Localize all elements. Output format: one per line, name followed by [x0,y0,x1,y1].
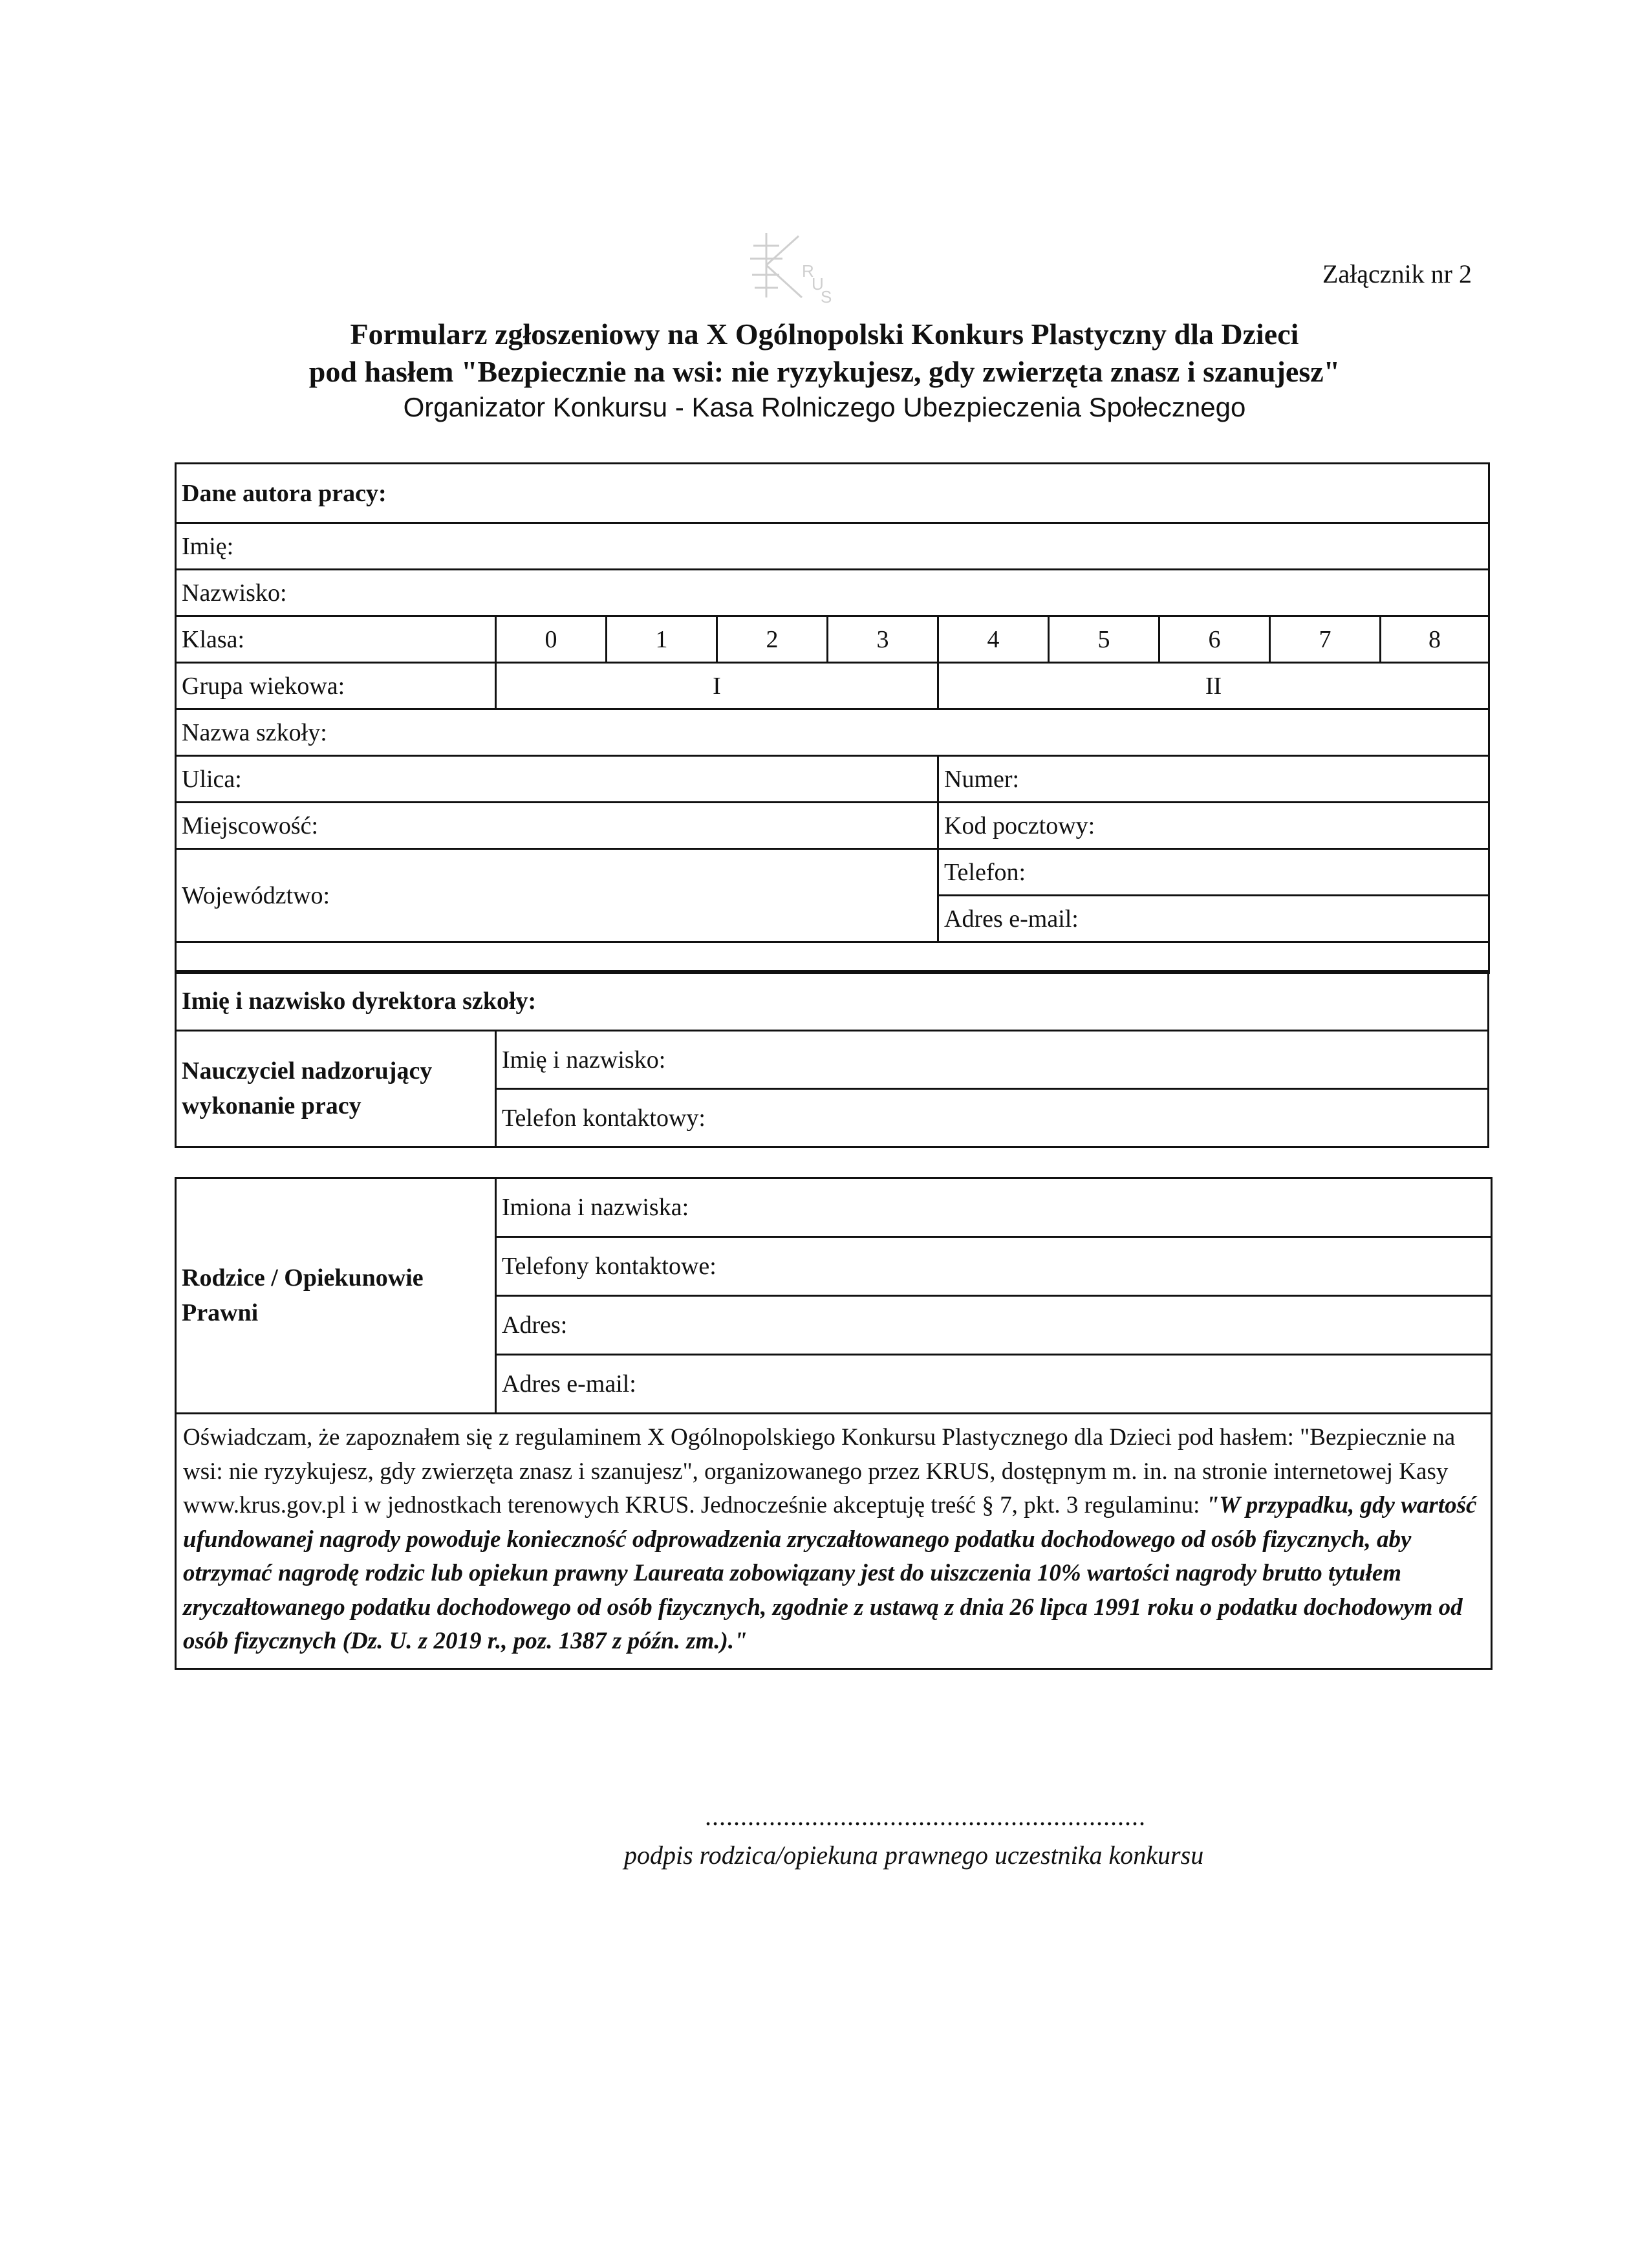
city-field[interactable]: Miejscowość: [176,803,938,849]
declaration-text [176,1414,1492,1669]
organizer-line: Organizator Konkursu - Kasa Rolniczego Ubezpieczenia Społecznego [403,392,1246,422]
annex-number: Załącznik nr 2 [1322,259,1472,288]
first-name-field[interactable]: Imię: [176,523,1489,570]
parents-table [175,1177,1493,1670]
email-field[interactable]: Adres e-mail: [938,896,1489,942]
class-option-1[interactable]: 1 [607,616,717,663]
parents-phones-field[interactable]: Telefony kontaktowe: [496,1237,1492,1296]
parents-label: Rodzice / Opiekunowie Prawni [176,1178,496,1414]
age-group-label: Grupa wiekowa: [176,663,496,709]
declaration-plain: Oświadczam, że zapoznałem się z regulaminem X Ogólnopolskiego Konkursu Plastycznego dla Dzieci pod hasłem: "Bezpiecznie na wsi: nie ryzykujesz, gdy zwierzęta znasz i szanujesz", organizowanego przez KRUS, dostępnym m. in. na stronie internetowej Kasy www.krus.gov.pl i w jednostkach terenowych KRUS. Jednocześnie akceptuję treść § 7, pkt. 3 regulaminu: [183,1424,1456,1519]
parents-address-field[interactable]: Adres: [496,1296,1492,1355]
last-name-field[interactable]: Nazwisko: [176,570,1489,616]
teacher-phone-field[interactable]: Telefon kontaktowy: [496,1089,1489,1147]
form-subtitle: pod hasłem "Bezpiecznie na wsi: nie ryzykujesz, gdy zwierzęta znasz i szanujesz" [308,355,1341,388]
class-option-3[interactable]: 3 [828,616,938,663]
parents-email-field[interactable]: Adres e-mail: [496,1355,1492,1414]
krus-logo [740,226,837,310]
street-field[interactable]: Ulica: [176,756,938,803]
number-field[interactable]: Numer: [938,756,1489,803]
class-option-5[interactable]: 5 [1049,616,1159,663]
svg-text:R: R [802,261,814,281]
school-name-field[interactable]: Nazwa szkoły: [176,709,1489,756]
svg-text:U: U [812,274,824,294]
voivodeship-field[interactable]: Województwo: [176,849,938,942]
parents-names-field[interactable]: Imiona i nazwiska: [496,1178,1492,1237]
signature-label: podpis rodzica/opiekuna prawnego uczestnika konkursu [624,1841,1204,1870]
age-group-option-2[interactable]: II [938,663,1489,709]
class-option-0[interactable]: 0 [496,616,607,663]
class-option-6[interactable]: 6 [1159,616,1270,663]
author-data-table [175,462,1490,974]
author-heading: Dane autora pracy: [176,464,1489,523]
class-label: Klasa: [176,616,496,663]
svg-text:S: S [821,287,832,307]
declaration-quote: "W przypadku, gdy wartość ufundowanej nagrody powoduje konieczność odprowadzenia zryczałtowanego podatku dochodowego od osób fizycznych, aby otrzymać nagrodę rodzic lub opiekun prawny Laureata zobowiązany jest do uiszczenia 10% wartości nagrody brutto tytułem zryczałtowanego podatku dochodowego od osób fizycznych, zgodnie z ustawą z dnia 26 lipca 1991 roku o podatku dochodowym od osób fizycznych (Dz. U. z 2019 r., poz. 1387 z późn. zm.)." [183,1492,1477,1655]
teacher-name-field[interactable]: Imię i nazwisko: [496,1031,1489,1089]
school-table [175,970,1489,1148]
class-option-7[interactable]: 7 [1270,616,1381,663]
form-title: Formularz zgłoszeniowy na X Ogólnopolski Konkurs Plastyczny dla Dzieci [350,318,1299,351]
class-option-8[interactable]: 8 [1381,616,1489,663]
phone-field[interactable]: Telefon: [938,849,1489,896]
class-option-4[interactable]: 4 [938,616,1049,663]
spacer-row [176,942,1489,973]
class-option-2[interactable]: 2 [717,616,828,663]
postal-code-field[interactable]: Kod pocztowy: [938,803,1489,849]
director-field[interactable]: Imię i nazwisko dyrektora szkoły: [176,971,1489,1031]
supervising-teacher-label: Nauczyciel nadzorujący wykonanie pracy [176,1031,496,1147]
signature-line[interactable]: .............................................................. [705,1802,1146,1831]
age-group-option-1[interactable]: I [496,663,938,709]
